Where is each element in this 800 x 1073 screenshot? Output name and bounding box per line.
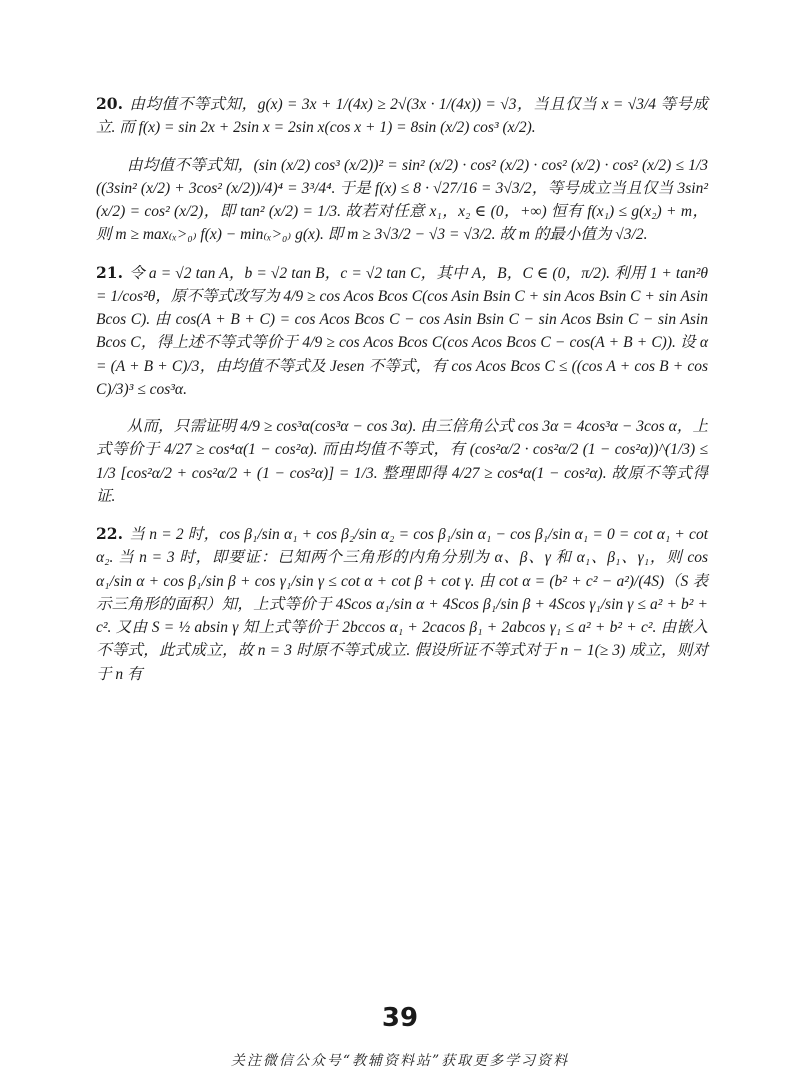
problem-text: 由均值不等式知，(sin (x/2) cos³ (x/2))² = sin² (x/2) · cos² (x/2) · cos² (x/2) · cos² (x/2) ≤ 1/3 ((3sin² (x/2) + 3cos² (x/2))/4)⁴ = 3³/4⁴. 于是 f(x) ≤ 8 · √27/16 = 3√3/2，等号成立当且仅当 3sin² (x/2) = cos² (x/2)，即 tan² (x/2) = 1/3. 故若对任意 x₁，x₂ ∈ (0，+∞) 恒有 f(x₁) ≤ g(x₂) + m，则 m ≥ max₍ₓ>₀₎ f(x) − min₍ₓ>₀₎ g(x). 即 m ≥ 3√3/2 − √3 = √3/2. 故 m 的最小值为 √3/2. xyxy=(96,156,708,244)
page-number: 39 xyxy=(381,1003,419,1033)
problem-text: 从而，只需证明 4/9 ≥ cos³α(cos³α − cos 3α). 由三倍角公式 cos 3α = 4cos³α − 3cos α，上式等价于 4/27 ≥ cos⁴α(1 − cos²α). 而由均值不等式，有 (cos²α/2 · cos²α/2 (1 − cos²α))^(1/3) ≤ 1/3 [cos²α/2 + cos²α/2 + (1 − cos²α)] = 1/3. 整理即得 4/27 ≥ cos⁴α(1 − cos²α). 故原不等式得证. xyxy=(96,418,708,505)
problem-20-para-1 xyxy=(96,92,708,140)
problem-number: 21. xyxy=(96,262,123,282)
problem-number: 22. xyxy=(96,524,123,543)
problem-number: 20. xyxy=(96,94,123,113)
problem-20 xyxy=(96,92,708,247)
problem-text: 当 n = 2 时，cos β₁/sin α₁ + cos β₂/sin α₂ = cos β₁/sin α₁ − cos β₁/sin α₁ = 0 = cot α₁ + cot α₂. 当 n = 3 时，即要证：已知两个三角形的内角分别为 α、β、γ 和 α₁、β₁、γ₁，则 cos α₁/sin α + cos β₁/sin β + cos γ₁/sin γ ≤ cot α + cot β + cot γ. 由 cot α = (b² + c² − a²)/(4S)（S 表示三角形的面积）知，上式等价于 4Scos α₁/sin α + 4Scos β₁/sin β + 4Scos γ₁/sin γ ≤ a² + b² + c². 又由 S = ½ absin γ 知上式等价于 2bccos α₁ + 2cacos β₁ + 2abcos γ₁ ≤ a² + b² + c². 由嵌入不等式，此式成立，故 n = 3 时原不等式成立. 假设所证不等式对于 n − 1(≥ 3) 成立，则对于 n 有 xyxy=(96,526,708,683)
problem-text: 令 a = √2 tan A，b = √2 tan B，c = √2 tan C，其中 A，B，C ∈ (0，π/2). 利用 1 + tan²θ = 1/cos²θ，原不等式改写为 4/9 ≥ cos Acos Bcos C(cos Asin Bsin C + sin Acos Bsin C + sin Asin Bcos C). 由 cos(A + B + C) = cos Acos Bcos C − cos Asin Bsin C − sin Acos Bsin C − sin Asin Bcos C，得上述不等式等价于 4/9 ≥ cos Acos Bcos C(cos Acos Bcos C − cos(A + B + C)). 设 α = (A + B + C)/3，由均值不等式及 Jesen 不等式，有 cos Acos Bcos C ≤ ((cos A + cos B + cos C)/3)³ ≤ cos³α. xyxy=(96,264,708,398)
problem-21 xyxy=(96,261,708,509)
problem-22 xyxy=(96,522,708,686)
problem-text: 由均值不等式知，g(x) = 3x + 1/(4x) ≥ 2√(3x · 1/(4x)) = √3，当且仅当 x = √3/4 等号成立. 而 f(x) = sin 2x + 2sin x = 2sin x(cos x + 1) = 8sin (x/2) cos³ (x/2). xyxy=(96,96,708,137)
problem-21-para-1 xyxy=(96,261,708,402)
solutions-content xyxy=(96,92,708,700)
problem-20-para-2 xyxy=(96,154,708,247)
problem-21-para-2 xyxy=(96,415,708,508)
problem-22-para-1 xyxy=(96,522,708,686)
footer-note: 关注微信公众号“教辅资料站”获取更多学习资料 xyxy=(230,1053,570,1069)
